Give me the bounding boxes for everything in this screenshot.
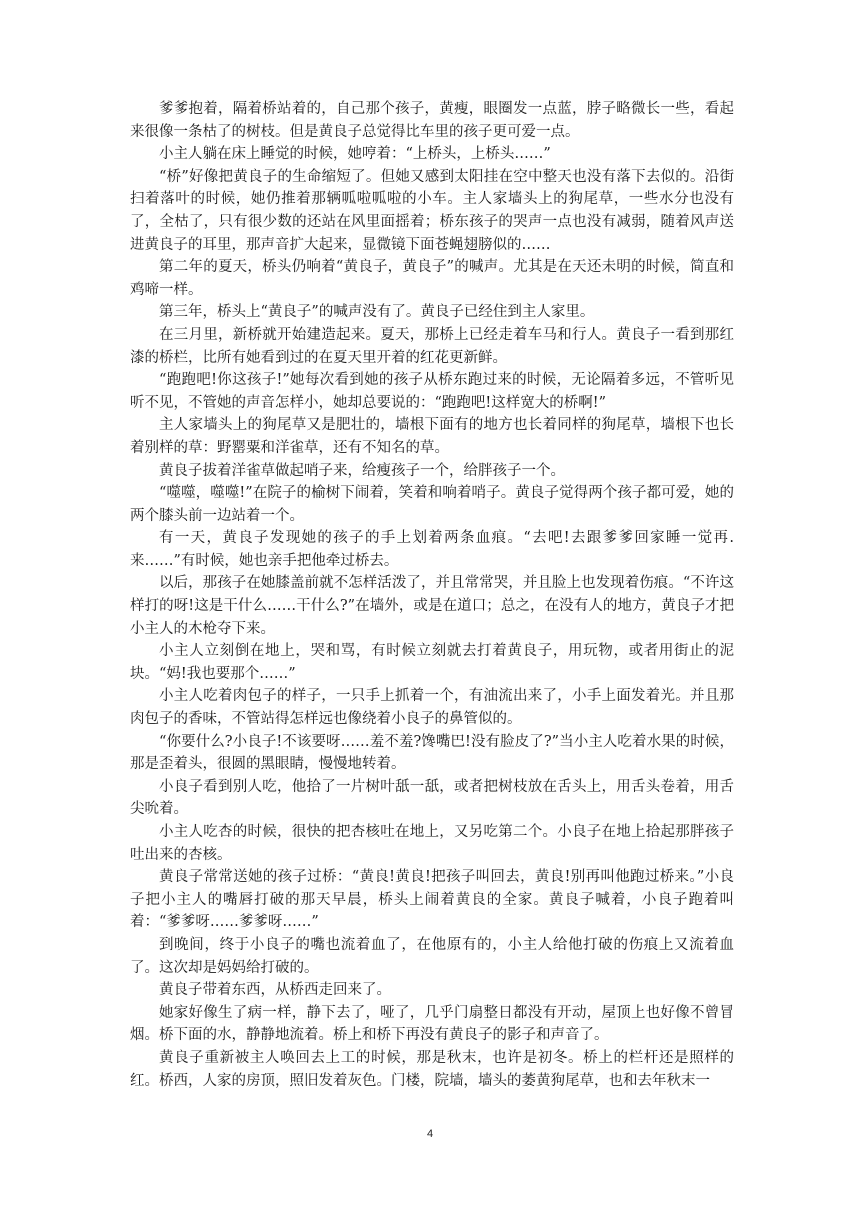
paragraph: 小良子看到别人吃，他拾了一片树叶舐一舐，或者把树枝放在舌头上，用舌头卷着，用舌尖吮着。 <box>130 778 734 818</box>
paragraph: “跑跑吧!你这孩子!”她每次看到她的孩子从桥东跑过来的时候，无论隔着多远，不管听见听不见，不管她的声音怎样小，她却总要说的：“跑跑吧!这样宽大的桥啊!” <box>130 372 734 411</box>
paragraph: “桥”好像把黄良子的生命缩短了。但她又感到太阳挂在空中整天也没有落下去似的。沿街扫着落叶的时候，她仍推着那辆呱啦呱啦的小车。主人家墙头上的狗尾草，一些水分也没有了，全枯了，只有很少数的还站在风里面摇着；桥东孩子的哭声一点也没有减弱，随着风声送进黄良子的耳里，那声音扩大起来，显微镜下面苍蝇翅膀似的…… <box>130 168 734 253</box>
paragraph: 黄良子带着东西，从桥西走回来了。 <box>159 982 391 999</box>
paragraph: 黄良子重新被主人唤回去上工的时候，那是秋末，也许是初冬。桥上的栏杆还是照样的红。桥西，人家的房顶，照旧发着灰色。门楼，院墙，墙头的萎黄狗尾草，也和去年秋末一 <box>130 1049 734 1089</box>
paragraph: “你要什么?小良子!不该要呀……羞不羞?馋嘴巴!没有脸皮了?”当小主人吃着水果的时候，那是歪着头，很圆的黑眼睛，慢慢地转着。 <box>130 733 734 773</box>
paragraph: 爹爹抱着，隔着桥站着的，自己那个孩子，黄瘦，眼圈发一点蓝，脖子略微长一些，看起来很像一条枯了的树枝。但是黄良子总觉得比车里的孩子更可爱一点。 <box>130 101 734 140</box>
paragraph: 第二年的夏天，桥头仍响着“黄良子，黄良子”的喊声。尤其是在天还未明的时候，简直和鸡啼一样。 <box>130 259 734 298</box>
paragraph: 第三年，桥头上“黄良子”的喊声没有了。黄良子已经住到主人家里。 <box>159 304 595 321</box>
paragraph: 小主人吃着肉包子的样子，一只手上抓着一个，有油流出来了，小手上面发着光。并且那肉包子的香味，不管站得怎样远也像绕着小良子的鼻管似的。 <box>130 688 734 728</box>
paragraph: 小主人吃杏的时候，很快的把杏核吐在地上，又另吃第二个。小良子在地上拾起那胖孩子吐出来的杏核。 <box>130 824 734 863</box>
paragraph: 主人家墙头上的狗尾草又是肥壮的，墙根下面有的地方也长着同样的狗尾草，墙根下也长着别样的草：野罂粟和洋雀草，还有不知名的草。 <box>130 417 734 456</box>
paragraph: 小主人立刻倒在地上，哭和骂，有时候立刻就去打着黄良子，用玩物，或者用街止的泥块。“妈!我也要那个……” <box>130 643 734 682</box>
paragraph: 黄良子常常送她的孩子过桥：“黄良!黄良!把孩子叫回去，黄良!别再叫他跑过桥来。”小良子把小主人的嘴唇打破的那天早晨，桥头上闹着黄良的全家。黄良子喊着，小良子跑着叫着：“爹爹呀……爹爹呀……” <box>130 869 734 931</box>
paragraph: 在三月里，新桥就开始建造起来。夏天，那桥上已经走着车马和行人。黄良子一看到那红漆的桥栏，比所有她看到过的在夏天里开着的红花更新鲜。 <box>130 326 734 366</box>
body-text <box>130 98 734 1092</box>
page-number: 4 <box>426 1128 434 1140</box>
paragraph: 黄良子拔着洋雀草做起哨子来，给瘦孩子一个，给胖孩子一个。 <box>159 462 565 479</box>
paragraph: 到晚间，终于小良子的嘴也流着血了，在他原有的，小主人给他打破的伤痕上又流着血了。这次却是妈妈给打破的。 <box>130 936 734 976</box>
paragraph: 有一天，黄良子发现她的孩子的手上划着两条血痕。“去吧!去跟爹爹回家睡一觉再.来……”有时候，她也亲手把他牵过桥去。 <box>130 530 734 569</box>
paragraph: 小主人躺在床上睡觉的时候，她哼着：“上桥头，上桥头……” <box>159 146 551 163</box>
paragraph: 她家好像生了病一样，静下去了，哑了，几乎门扇整日都没有开动，屋顶上也好像不曾冒烟。桥下面的水，静静地流着。桥上和桥下再没有黄良子的影子和声音了。 <box>130 1004 734 1044</box>
paragraph: “噬噬，噬噬!”在院子的榆树下闹着，笑着和响着哨子。黄良子觉得两个孩子都可爱，她的两个膝头前一边站着一个。 <box>130 485 734 524</box>
paragraph: 以后，那孩子在她膝盖前就不怎样活泼了，并且常常哭，并且脸上也发现着伤痕。“不许这样打的呀!这是干什么……干什么?”在墙外，或是在道口；总之，在没有人的地方，黄良子才把小主人的木枪夺下来。 <box>130 575 734 637</box>
